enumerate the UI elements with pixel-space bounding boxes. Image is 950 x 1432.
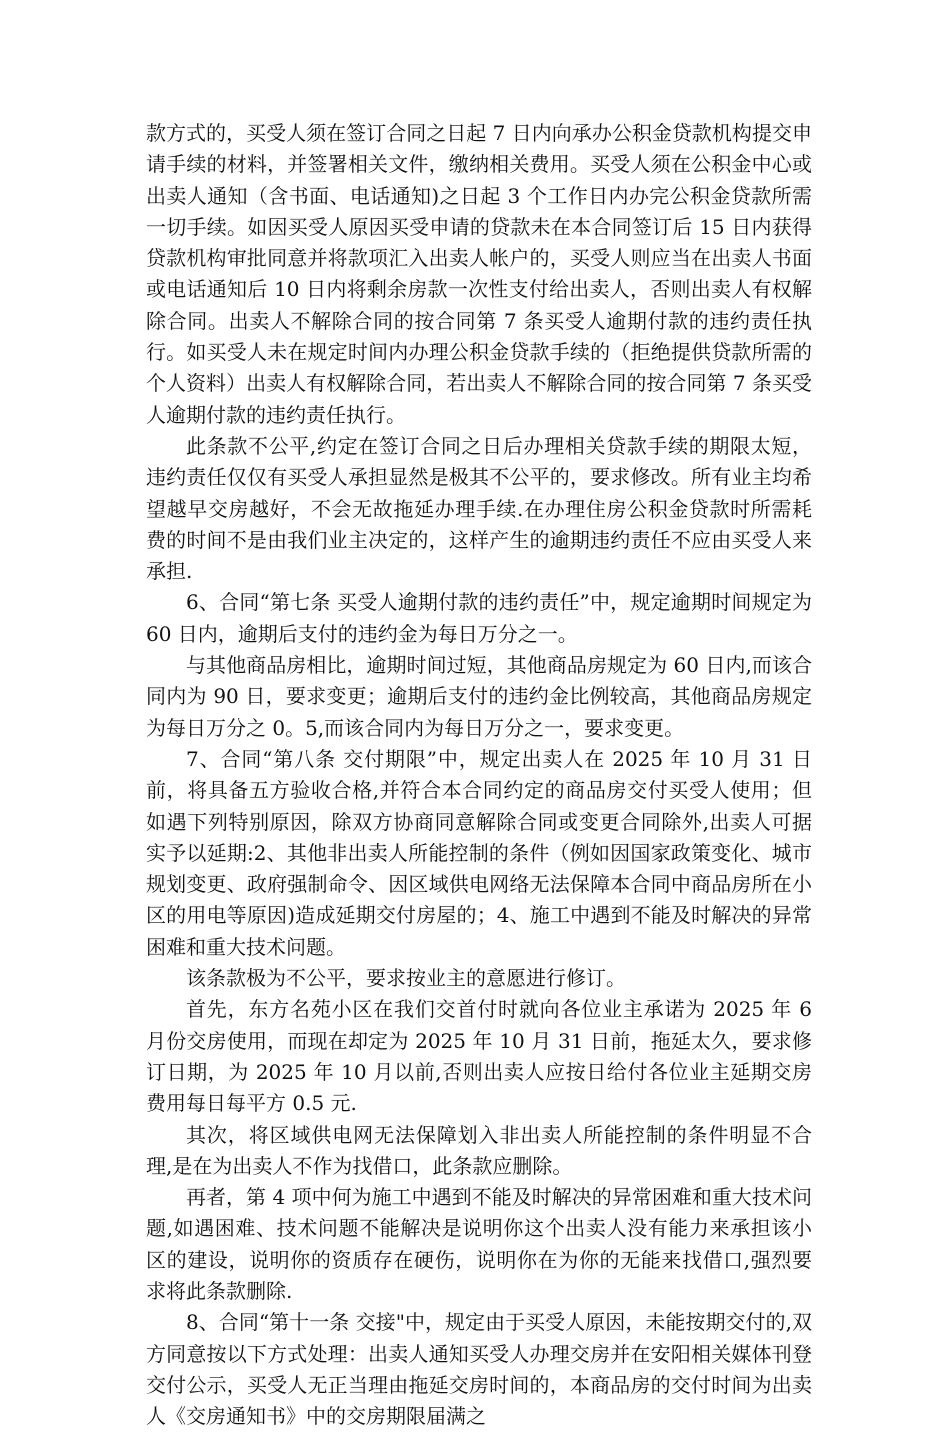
- paragraph-8: 其次，将区域供电网无法保障划入非出卖人所能控制的条件明显不合理,是在为出卖人不作为找借口，此条款应删除。: [146, 1122, 812, 1178]
- paragraph-2: 此条款不公平,约定在签订合同之日后办理相关贷款手续的期限太短，违约责任仅仅有买受人承担显然是极其不公平的，要求修改。所有业主均希望越早交房越好，不会无故拖延办理手续.在办理住房公积金贷款时所需耗费的时间不是由我们业主决定的，这样产生的逾期违约责任不应由买受人来承担.: [146, 433, 812, 584]
- paragraph-1: 款方式的，买受人须在签订合同之日起 7 日内向承办公积金贷款机构提交申请手续的材料，并签署相关文件，缴纳相关费用。买受人须在公积金中心或出卖人通知（含书面、电话通知)之日起 3 个工作日内办完公积金贷款所需一切手续。如因买受人原因买受申请的贷款未在本合同签订后 15 日内获得贷款机构审批同意并将款项汇入出卖人帐户的，买受人则应当在出卖人书面或电话通知后 10 日内将剩余房款一次性支付给出卖人，否则出卖人有权解除合同。出卖人不解除合同的按合同第 7 条买受人逾期付款的违约责任执行。如买受人未在规定时间内办理公积金贷款手续的（拒绝提供贷款所需的个人资料）出卖人有权解除合同，若出卖人不解除合同的按合同第 7 条买受人逾期付款的违约责任执行。: [146, 121, 812, 427]
- paragraph-4: 与其他商品房相比，逾期时间过短，其他商品房规定为 60 日内,而该合同内为 90 日，要求变更；逾期后支付的违约金比例较高，其他商品房规定为每日万分之 0。5,而该合同内为每日万分之一，要求变更。: [146, 653, 812, 740]
- paragraph-9: 再者，第 4 项中何为施工中遇到不能及时解决的异常困难和重大技术问题,如遇困难、技术问题不能解决是说明你这个出卖人没有能力来承担该小区的建设，说明你的资质存在硬伤，说明你在为你的无能来找借口,强烈要求将此条款删除.: [146, 1185, 812, 1303]
- paragraph-6: 该条款极为不公平，要求按业主的意愿进行修订。: [186, 966, 626, 991]
- paragraph-10: 8、合同“第十一条 交接"中，规定由于买受人原因，未能按期交付的,双方同意按以下方式处理：出卖人通知买受人办理交房并在安阳相关媒体刊登交付公示，买受人无正当理由拖延交房时间的，本商品房的交付时间为出卖人《交房通知书》中的交房期限届满之: [146, 1310, 812, 1429]
- paragraph-3: 6、合同“第七条 买受人逾期付款的违约责任”中，规定逾期时间规定为 60 日内，逾期后支付的违约金为每日万分之一。: [146, 590, 812, 646]
- paragraph-7: 首先，东方名苑小区在我们交首付时就向各位业主承诺为 2025 年 6 月份交房使用，而现在却定为 2025 年 10 月 31 日前，拖延太久，要求修订日期，为 2025 年 10 月以前,否则出卖人应按日给付各位业主延期交房费用每日每平方 0.5 元.: [146, 997, 812, 1116]
- paragraph-5: 7、合同“第八条 交付期限”中，规定出卖人在 2025 年 10 月 31 日前，将具备五方验收合格,并符合本合同约定的商品房交付买受人使用；但如遇下列特别原因，除双方协商同意解除合同或变更合同除外,出卖人可据实予以延期:2、其他非出卖人所能控制的条件（例如因国家政策变化、城市规划变更、政府强制命令、因区域供电网络无法保障本合同中商品房所在小区的用电等原因)造成延期交付房屋的；4、施工中遇到不能及时解决的异常困难和重大技术问题。: [146, 746, 812, 959]
- document-body: [146, 118, 812, 1432]
